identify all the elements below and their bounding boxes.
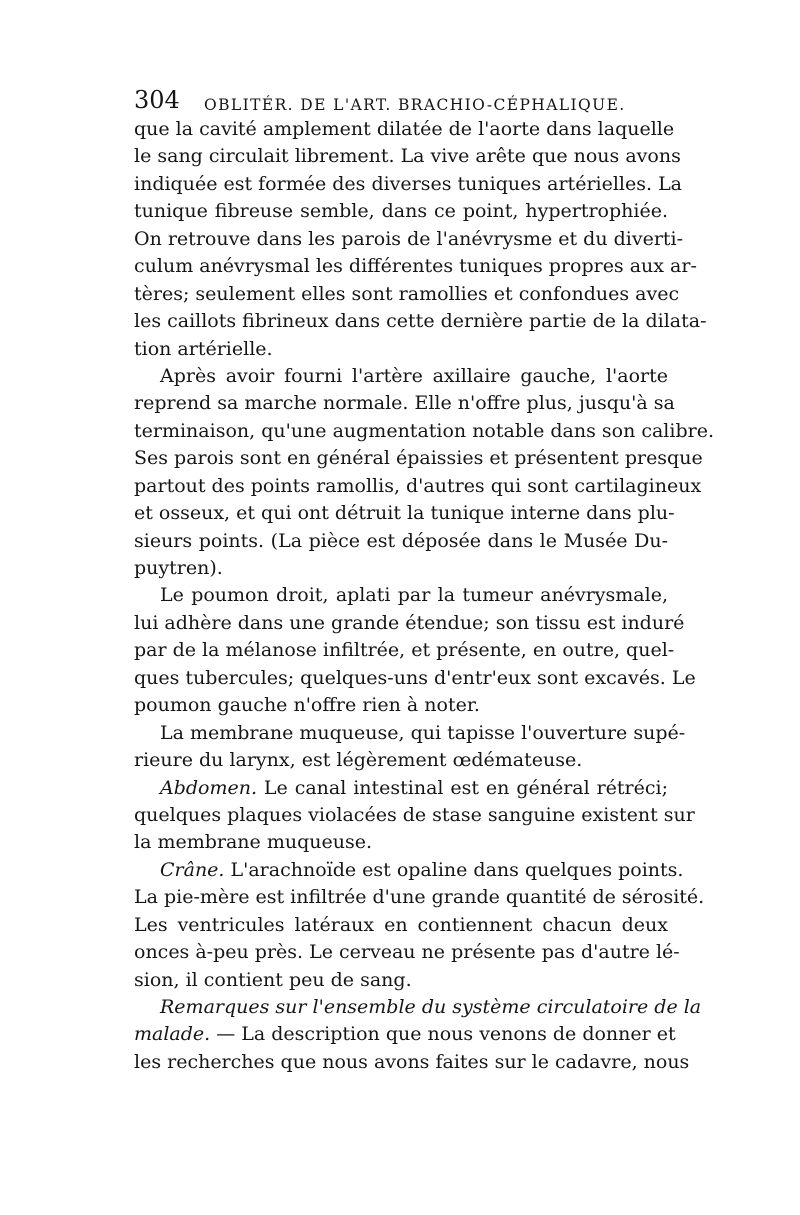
section-heading-crane: Crâne. (160, 858, 225, 881)
section-heading-malade: malade. (134, 1023, 211, 1046)
text-line: tion artérielle. (134, 337, 273, 360)
page-number: 304 (134, 86, 180, 114)
text-line: indiquée est formée des diverses tuniques artérielles. La (134, 172, 683, 195)
text-line: Le poumon droit, aplati par la tumeur anévrysmale, (160, 584, 668, 607)
text-line: par de la mélanose infiltrée, et présente, en outre, quel- (134, 639, 675, 662)
text-line: ques tubercules; quelques-uns d'entr'eux sont excavés. Le (134, 666, 696, 689)
text-line: partout des points ramollis, d'autres qui sont cartilagineux (134, 474, 702, 497)
text-line: reprend sa marche normale. Elle n'offre plus, jusqu'à sa (134, 392, 675, 415)
text-line: onces à-peu près. Le cerveau ne présente pas d'autre lé- (134, 941, 680, 964)
text-line: culum anévrysmal les différentes tuniques propres aux ar- (134, 255, 697, 278)
text-line: poumon gauche n'offre rien à noter. (134, 694, 480, 717)
text-line: La membrane muqueuse, qui tapisse l'ouverture supé- (160, 721, 686, 744)
running-title: OBLITÉR. DE L'ART. BRACHIO-CÉPHALIQUE. (204, 96, 626, 114)
text-line: Ses parois sont en général épaissies et présentent presque (134, 447, 703, 470)
text-line: sion, il contient peu de sang. (134, 968, 412, 991)
text-line: tères; seulement elles sont ramollies et confondues avec (134, 282, 680, 305)
text-line: puytren). (134, 557, 223, 579)
text-line: terminaison, qu'une augmentation notable dans son calibre. (134, 419, 714, 442)
text-line: La pie-mère est infiltrée d'une grande quantité de sérosité. (134, 886, 705, 909)
text-run: Le canal intestinal est en général rétréci; (257, 776, 668, 799)
text-line (134, 857, 684, 884)
text-line: rieure du larynx, est légèrement œdémateuse. (134, 749, 583, 772)
text-line (134, 775, 668, 802)
text-line: le sang circulait librement. La vive arête que nous avons (134, 145, 681, 168)
text-line: que la cavité amplement dilatée de l'aorte dans laquelle (134, 118, 675, 140)
body-text (134, 116, 714, 1076)
text-line (134, 1021, 676, 1048)
text-line: quelques plaques violacées de stase sanguine existent sur (134, 803, 695, 826)
text-run: — La description que nous venons de donner et (210, 1023, 676, 1046)
text-line: la membrane muqueuse. (134, 831, 372, 854)
text-line: sieurs points. (La pièce est déposée dans le Musée Du- (134, 529, 668, 552)
section-heading-abdomen: Abdomen. (160, 776, 258, 799)
text-line: On retrouve dans les parois de l'anévrysme et du diverti- (134, 227, 684, 250)
text-line: les caillots fibrineux dans cette dernière partie de la dilata- (134, 310, 707, 333)
text-line: tunique fibreuse semble, dans ce point, hypertrophiée. (134, 200, 668, 223)
text-line: et osseux, et qui ont détruit la tunique interne dans plu- (134, 502, 675, 525)
section-heading-remarques: Remarques sur l'ensemble du système circulatoire de la (160, 996, 702, 1018)
text-line: les recherches que nous avons faites sur le cadavre, nous (134, 1050, 690, 1073)
text-line: Après avoir fourni l'artère axillaire gauche, l'aorte (160, 364, 668, 387)
text-run: L'arachnoïde est opaline dans quelques points. (224, 858, 684, 881)
text-line: Les ventricules latéraux en contiennent chacun deux (134, 913, 668, 936)
text-line: lui adhère dans une grande étendue; son tissu est induré (134, 611, 685, 634)
